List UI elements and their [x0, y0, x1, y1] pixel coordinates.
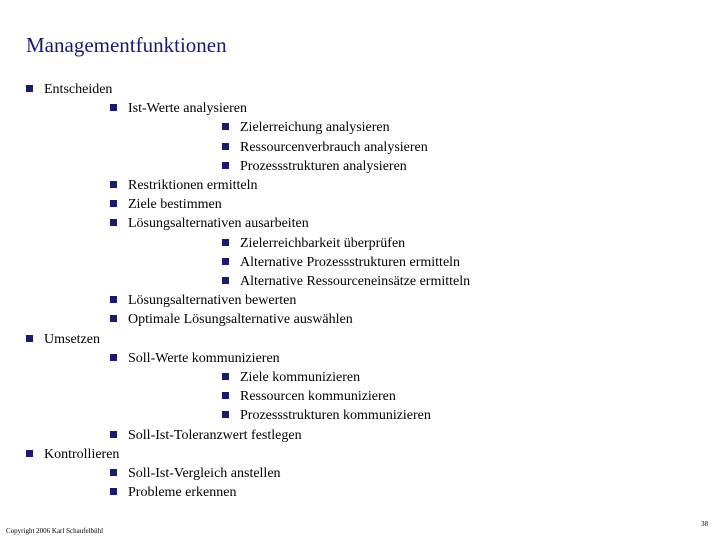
square-bullet-icon: [110, 104, 117, 111]
square-bullet-icon: [110, 219, 117, 226]
square-bullet-icon: [222, 239, 229, 246]
square-bullet-icon: [110, 200, 117, 207]
bullet-item-level-1: [110, 176, 257, 195]
square-bullet-icon: [222, 373, 229, 380]
bullet-text: Prozessstrukturen analysieren: [240, 158, 407, 174]
bullet-item-level-1: [110, 310, 353, 329]
copyright-footer: Copyright 2006 Karl Schaufelbühl: [6, 527, 104, 535]
square-bullet-icon: [110, 431, 117, 438]
bullet-item-level-1: [110, 464, 281, 483]
bullet-text: Probleme erkennen: [128, 485, 237, 501]
bullet-text: Ressourcen kommunizieren: [240, 389, 396, 405]
bullet-item-level-2: [222, 272, 470, 291]
bullet-item-level-2: [222, 387, 396, 406]
square-bullet-icon: [222, 277, 229, 284]
bullet-text: Lösungsalternativen bewerten: [128, 293, 297, 309]
square-bullet-icon: [222, 162, 229, 169]
bullet-item-level-2: [222, 406, 431, 425]
bullet-text: Entscheiden: [44, 82, 113, 97]
bullet-item-level-0: [26, 80, 112, 99]
bullet-text: Optimale Lösungsalternative auswählen: [128, 312, 353, 328]
bullet-text: Ziele kommunizieren: [240, 370, 361, 385]
square-bullet-icon: [222, 411, 229, 418]
bullet-text: Soll-Ist-Toleranzwert festlegen: [128, 427, 302, 443]
bullet-item-level-1: [110, 99, 247, 118]
square-bullet-icon: [110, 315, 117, 322]
bullet-item-level-0: [26, 330, 100, 349]
bullet-text: Ressourcenverbrauch analysieren: [240, 139, 428, 155]
bullet-text: Zielerreichbarkeit überprüfen: [240, 235, 406, 251]
square-bullet-icon: [222, 143, 229, 150]
bullet-item-level-1: [110, 483, 236, 502]
square-bullet-icon: [222, 392, 229, 399]
square-bullet-icon: [26, 450, 33, 457]
bullet-text: Ist-Werte analysieren: [128, 101, 247, 117]
square-bullet-icon: [110, 181, 117, 188]
bullet-text: Zielerreichung analysieren: [240, 120, 390, 136]
bullet-item-level-1: [110, 291, 296, 310]
bullet-item-level-0: [26, 445, 119, 464]
bullet-item-level-2: [222, 234, 405, 253]
bullet-text: Lösungsalternativen ausarbeiten: [128, 216, 309, 232]
bullet-text: Soll-Werte kommunizieren: [128, 350, 280, 366]
bullet-text: Kontrollieren: [44, 446, 120, 462]
bullet-item-level-1: [110, 349, 280, 368]
square-bullet-icon: [26, 335, 33, 342]
bullet-text: Alternative Ressourceneinsätze ermitteln: [240, 274, 471, 289]
square-bullet-icon: [110, 469, 117, 476]
square-bullet-icon: [222, 123, 229, 130]
square-bullet-icon: [110, 296, 117, 303]
bullet-item-level-2: [222, 368, 360, 387]
bullet-text: Alternative Prozessstrukturen ermitteln: [240, 254, 461, 270]
bullet-text: Restriktionen ermitteln: [128, 178, 258, 193]
bullet-item-level-2: [222, 157, 407, 176]
square-bullet-icon: [222, 258, 229, 265]
square-bullet-icon: [26, 85, 33, 92]
bullet-item-level-2: [222, 118, 390, 137]
bullet-text: Soll-Ist-Vergleich anstellen: [128, 466, 281, 481]
bullet-item-level-1: [110, 214, 309, 233]
square-bullet-icon: [110, 488, 117, 495]
bullet-text: Prozessstrukturen kommunizieren: [240, 408, 431, 424]
bullet-item-level-2: [222, 253, 460, 272]
bullet-text: Umsetzen: [44, 331, 100, 347]
slide-title: Managementfunktionen: [26, 33, 227, 57]
square-bullet-icon: [110, 354, 117, 361]
page-number: 38: [701, 520, 708, 528]
bullet-item-level-1: [110, 426, 302, 445]
bullet-item-level-2: [222, 138, 428, 157]
bullet-text: Ziele bestimmen: [128, 197, 222, 213]
bullet-item-level-1: [110, 195, 222, 214]
